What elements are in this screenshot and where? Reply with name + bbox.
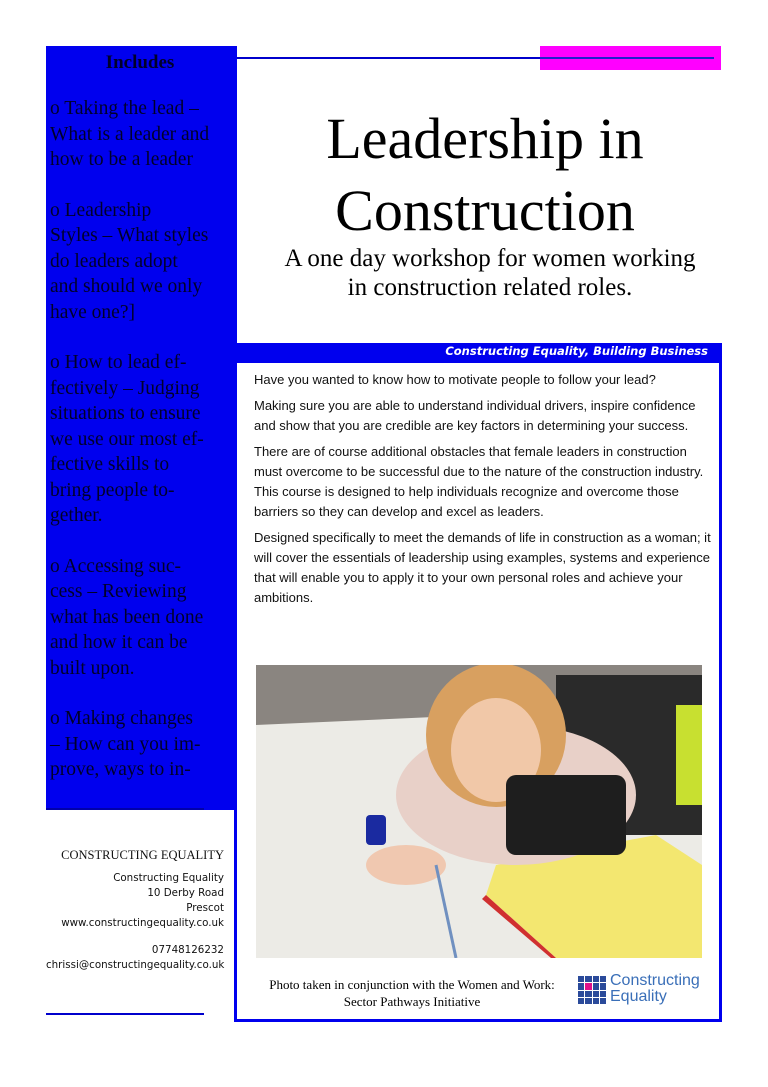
includes-item-line: o Accessing suc-	[50, 555, 182, 577]
includes-item-line: o How to lead ef-	[50, 352, 187, 373]
paragraph: Have you wanted to know how to motivate people to follow your lead?	[254, 372, 656, 387]
includes-item	[50, 198, 234, 326]
includes-item-line: have one?]	[50, 301, 135, 323]
includes-item-line: fectively – Judging	[50, 377, 200, 399]
photo-credit	[262, 976, 562, 1010]
contact-phone: 07748126232	[151, 944, 224, 956]
paragraph: Making sure you are able to understand individual drivers, inspire confidence and show that you are credible are key factors in determining your success.	[254, 398, 696, 433]
includes-item	[50, 350, 234, 529]
page-subtitle	[240, 244, 740, 302]
logo-line-1: Constructing	[610, 972, 700, 989]
title-line-1: Leadership in	[326, 106, 644, 171]
paragraph: Designed specifically to meet the demands of life in construction as a woman; it will cover the essentials of leadership using examples, systems and experience that will enable you to apply it to your own personal roles and achieve your ambitions.	[254, 530, 711, 605]
includes-item-line: fective skills to	[50, 454, 170, 475]
includes-item-line: situations to ensure	[50, 403, 201, 424]
contact-email[interactable]: chrissi@constructingequality.co.uk	[46, 959, 225, 971]
photo-credit-line-1: Photo taken in conjunction with the Women and Work:	[269, 977, 555, 992]
contact-street: 10 Derby Road	[147, 887, 224, 899]
includes-item-line: and how it can be	[50, 632, 188, 653]
contact-block	[46, 848, 224, 973]
includes-item-line: bring people to-	[50, 479, 175, 501]
includes-heading: Includes	[105, 52, 175, 73]
includes-item-line: – How can you im-	[50, 733, 201, 755]
bottom-rule	[46, 1013, 204, 1015]
includes-sidebar	[46, 46, 234, 810]
includes-item-line: prove, ways to in-	[50, 759, 191, 780]
contact-town: Prescot	[186, 902, 224, 914]
contact-org-heading: CONSTRUCTING EQUALITY	[61, 848, 224, 862]
body-text	[254, 370, 714, 614]
vertical-rule	[234, 46, 237, 346]
includes-item-line: cess – Reviewing	[50, 581, 187, 602]
paragraph: There are of course additional obstacles that female leaders in construction must overcome to be successful due to the nature of the construction industry. This course is designed to help individuals recognize and overcome those barriers so they can develop and excel as leaders.	[254, 444, 704, 519]
includes-item-line: gether.	[50, 505, 103, 526]
photo-credit-line-2: Sector Pathways Initiative	[343, 994, 481, 1009]
logo-text	[610, 973, 700, 1005]
includes-item-line: how to be a leader	[50, 149, 193, 170]
contact-name: Constructing Equality	[113, 872, 224, 884]
includes-item-line: What is a leader and	[50, 123, 210, 145]
photo-illustration	[256, 665, 702, 958]
sidebar-divider	[46, 808, 204, 810]
subtitle-line-1: A one day workshop for women working	[284, 245, 696, 272]
tagline-band	[234, 343, 722, 363]
top-rule-overlay	[540, 57, 714, 59]
page-title	[240, 103, 730, 247]
includes-item-line: and should we only	[50, 276, 203, 297]
includes-item-line: o Making changes	[50, 708, 193, 729]
contact-website[interactable]: www.constructingequality.co.uk	[61, 917, 224, 929]
includes-item-line: built upon.	[50, 657, 135, 679]
includes-item	[50, 96, 234, 173]
includes-item	[50, 706, 234, 783]
includes-item-line: do leaders adopt	[50, 250, 178, 272]
logo-grid-icon	[578, 976, 606, 1004]
includes-item-line: what has been done	[50, 606, 204, 628]
workshop-photo	[256, 665, 702, 958]
logo-line-2: Equality	[610, 988, 667, 1005]
constructing-equality-logo	[578, 973, 708, 1007]
includes-item-line: Styles – What styles	[50, 225, 209, 246]
includes-item	[50, 554, 234, 682]
includes-item-line: o Leadership	[50, 199, 152, 221]
title-line-2: Construction	[335, 178, 635, 243]
includes-list	[46, 96, 234, 783]
includes-item-line: we use our most ef-	[50, 428, 204, 450]
subtitle-line-2: in construction related roles.	[347, 274, 633, 301]
tagline: Constructing Equality, Building Business	[445, 344, 708, 358]
includes-item-line: o Taking the lead –	[50, 98, 199, 119]
